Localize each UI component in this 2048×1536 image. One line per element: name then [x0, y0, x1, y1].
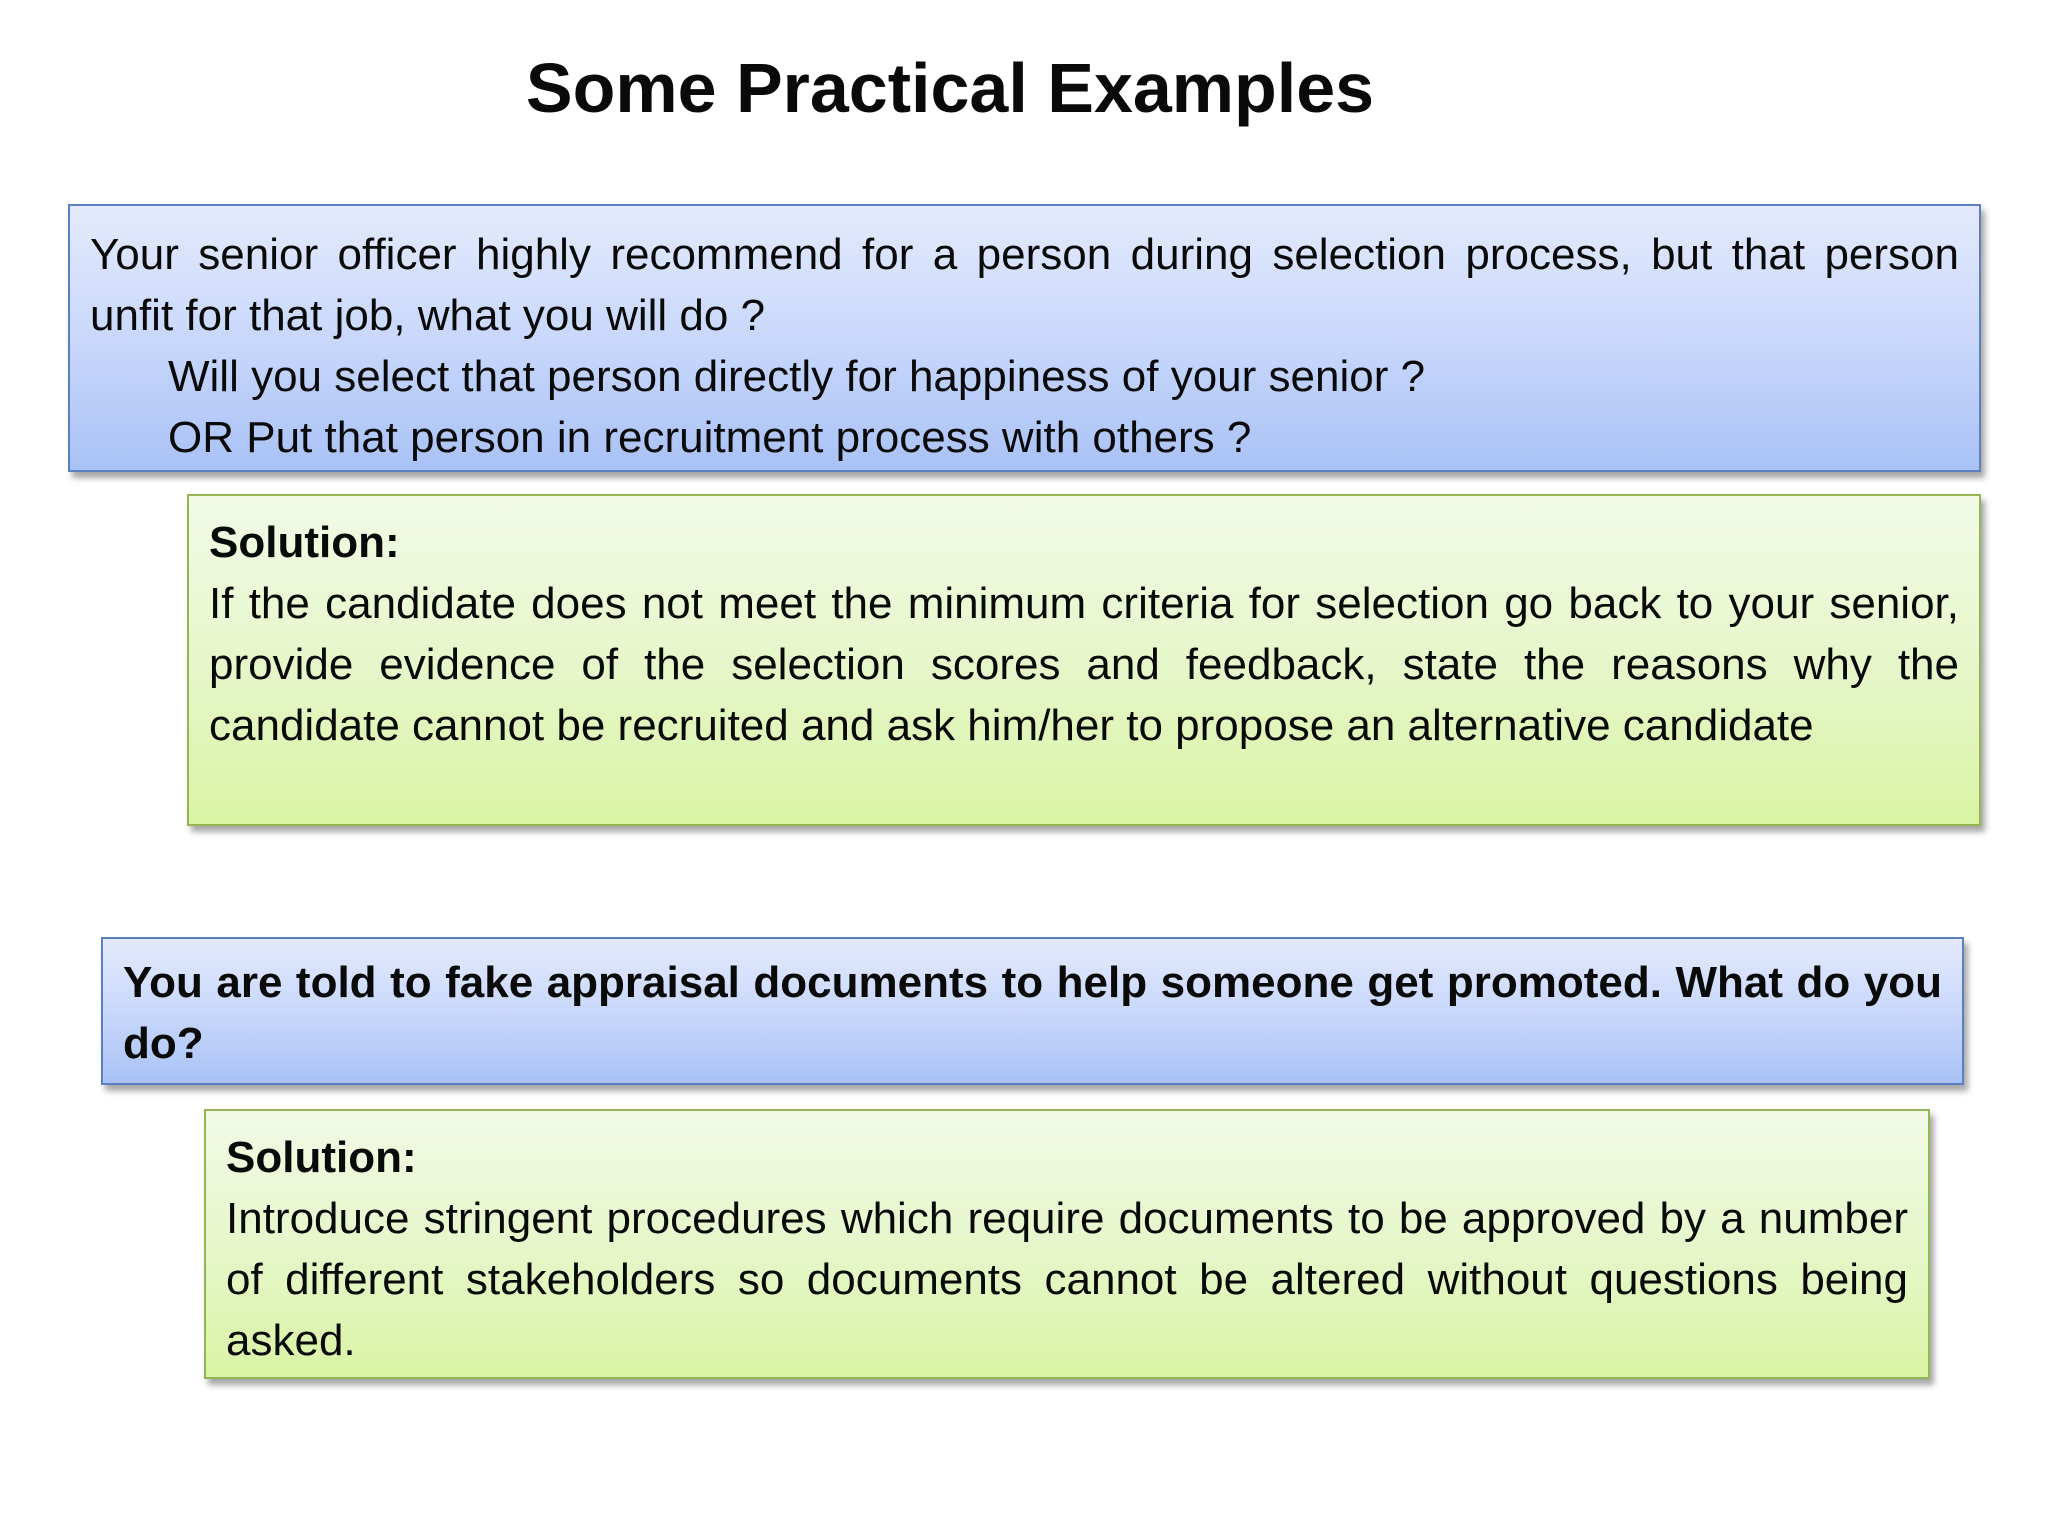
example1-question-text: Your senior officer highly recommend for a person during selection process, but that person unfit for that job, what you will do ? — [90, 230, 1959, 340]
example1-option-b: OR Put that person in recruitment process with others ? — [168, 413, 1252, 462]
example1-solution-text: If the candidate does not meet the minimum criteria for selection go back to your senior, provide evidence of the selection scores and feedback, state the reasons why the candidate cannot be recruited and ask him/her to propose an alternative candidate — [209, 579, 1959, 750]
example2-question-text: You are told to fake appraisal documents to help someone get promoted. What do you do? — [123, 958, 1942, 1068]
example2-solution-label: Solution: — [226, 1133, 417, 1182]
slide-title: Some Practical Examples — [525, 49, 1375, 127]
example1-question-box — [68, 204, 1981, 472]
example1-solution-box — [187, 494, 1981, 826]
example2-solution-box — [204, 1109, 1930, 1379]
example2-solution-text: Introduce stringent procedures which require documents to be approved by a number of different stakeholders so documents cannot be altered without questions being asked. — [226, 1194, 1908, 1365]
example1-option-a: Will you select that person directly for happiness of your senior ? — [168, 352, 1426, 401]
example2-question-box — [101, 937, 1964, 1085]
example1-solution-label: Solution: — [209, 518, 400, 567]
